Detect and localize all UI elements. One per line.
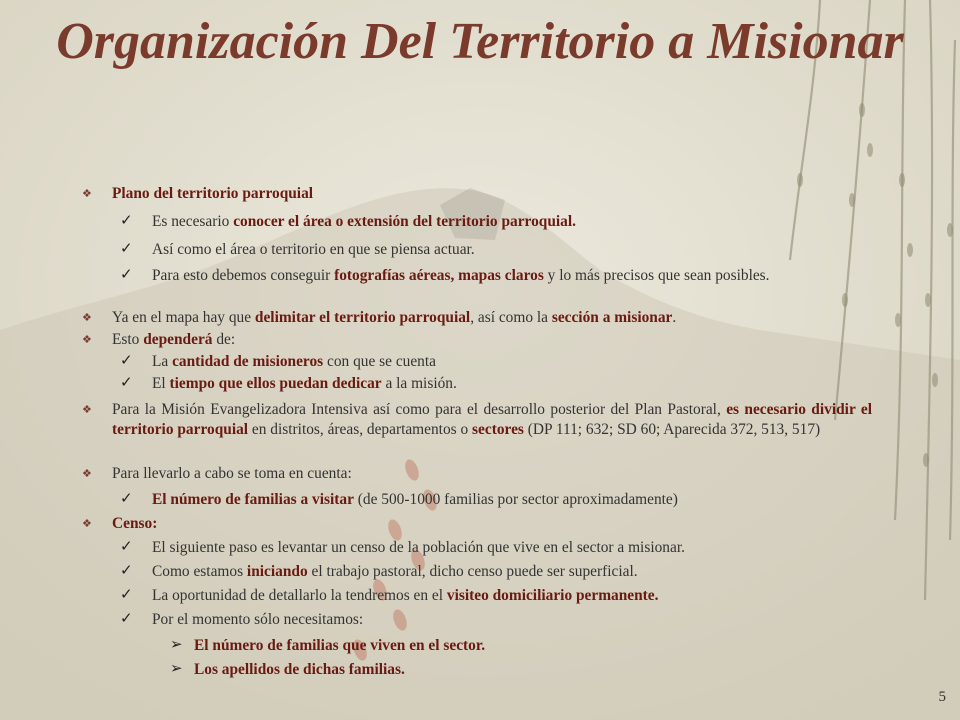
diamond-bullet-icon: ❖ (82, 518, 92, 530)
checkmark-icon: ✓ (120, 241, 133, 257)
bullet-text: Ya en el mapa hay que (112, 309, 255, 326)
checkmark-icon: ✓ (120, 267, 133, 283)
highlighted-text: sectores (472, 420, 524, 438)
bullet-text: Para la Misión Evangelizadora Intensiva así como para el desarrollo posterior del Plan Pastoral, (112, 401, 727, 418)
highlighted-text: Plano del territorio parroquial (112, 185, 314, 202)
bullet-level-2 (82, 538, 872, 558)
checkmark-icon: ✓ (120, 491, 133, 507)
checkmark-icon: ✓ (120, 375, 133, 391)
highlighted-text: dependerá (143, 331, 213, 348)
bullet-text: La (152, 353, 173, 370)
bullet-level-3 (82, 660, 872, 680)
bullet-text: La oportunidad de detallarlo la tendremos en el (152, 587, 447, 604)
diamond-bullet-icon: ❖ (82, 312, 92, 324)
bullet-text: a la misión. (381, 375, 457, 392)
highlighted-text: sección a misionar (551, 309, 673, 326)
checkmark-icon: ✓ (120, 563, 133, 579)
highlighted-text: visiteo domiciliario permanente. (446, 587, 659, 604)
bullet-level-1 (82, 400, 872, 439)
highlighted-text: conocer el área o extensión del territorio parroquial. (233, 213, 577, 230)
bullet-text: . (672, 309, 677, 326)
checkmark-icon: ✓ (120, 213, 133, 229)
bullet-text: y lo más precisos que sean posibles. (543, 267, 770, 284)
bullet-level-2 (82, 562, 872, 582)
highlighted-text: fotografías aéreas, mapas claros (334, 267, 544, 284)
bullet-text: El (152, 375, 170, 392)
bullet-text: Así como el área o territorio en que se piensa actuar. (152, 241, 475, 258)
bullet-text: con que se cuenta (323, 353, 436, 370)
bullet-text: el trabajo pastoral, dicho censo puede ser superficial. (307, 563, 638, 580)
bullet-level-2 (82, 374, 872, 394)
highlighted-text: iniciando (246, 563, 308, 580)
checkmark-icon: ✓ (120, 353, 133, 369)
highlighted-text: Censo: (112, 515, 158, 532)
bullet-text: (de 500-1000 familias por sector aproximadamente) (353, 491, 678, 508)
bullet-text: Como estamos (152, 563, 247, 580)
diamond-bullet-icon: ❖ (82, 334, 92, 346)
bullet-text: Por el momento sólo necesitamos: (152, 611, 364, 628)
bullet-level-1 (82, 464, 872, 484)
bullet-level-1 (82, 184, 872, 204)
bullet-text: Es necesario (152, 213, 234, 230)
bullet-level-2 (82, 212, 872, 232)
bullet-level-2 (82, 490, 872, 510)
highlighted-text: El número de familias que viven en el sector. (194, 637, 486, 654)
highlighted-text: Los apellidos de dichas familias. (194, 661, 405, 678)
arrow-bullet-icon: ➢ (170, 661, 183, 677)
checkmark-icon: ✓ (120, 611, 133, 627)
bullet-level-2 (82, 240, 872, 260)
bullet-text: en distritos, áreas, departamentos o (248, 420, 473, 438)
highlighted-text: es necesario dividir el territorio parroquial (112, 401, 872, 438)
arrow-bullet-icon: ➢ (170, 637, 183, 653)
bullet-level-2 (82, 266, 872, 286)
bullet-text: de: (212, 331, 236, 348)
bullet-level-1 (82, 330, 872, 350)
bullet-level-2 (82, 610, 872, 630)
checkmark-icon: ✓ (120, 587, 133, 603)
diamond-bullet-icon: ❖ (82, 404, 92, 416)
bullet-level-1 (82, 514, 872, 534)
bullet-text: El siguiente paso es levantar un censo de la población que vive en el sector a misionar. (152, 539, 685, 556)
bullet-text: , así como la (470, 309, 552, 326)
diamond-bullet-icon: ❖ (82, 188, 92, 200)
bullet-level-3 (82, 636, 872, 656)
bullet-text: Para esto debemos conseguir (152, 267, 335, 284)
slide-title: Organización Del Territorio a Misionar (56, 13, 904, 70)
page-number: 5 (938, 689, 946, 705)
bullet-text: Esto (112, 331, 144, 348)
highlighted-text: delimitar el territorio parroquial (254, 309, 471, 326)
highlighted-text: tiempo que ellos puedan dedicar (169, 375, 382, 392)
bullet-text: Para llevarlo a cabo se toma en cuenta: (112, 465, 352, 482)
bullet-text: (DP 111; 632; SD 60; Aparecida 372, 513, 517) (523, 420, 821, 438)
highlighted-text: cantidad de misioneros (172, 353, 324, 370)
diamond-bullet-icon: ❖ (82, 468, 92, 480)
highlighted-text: El número de familias a visitar (152, 491, 354, 508)
bullet-level-2 (82, 352, 872, 372)
bullet-level-2 (82, 586, 872, 606)
bullet-level-1 (82, 308, 872, 328)
checkmark-icon: ✓ (120, 539, 133, 555)
